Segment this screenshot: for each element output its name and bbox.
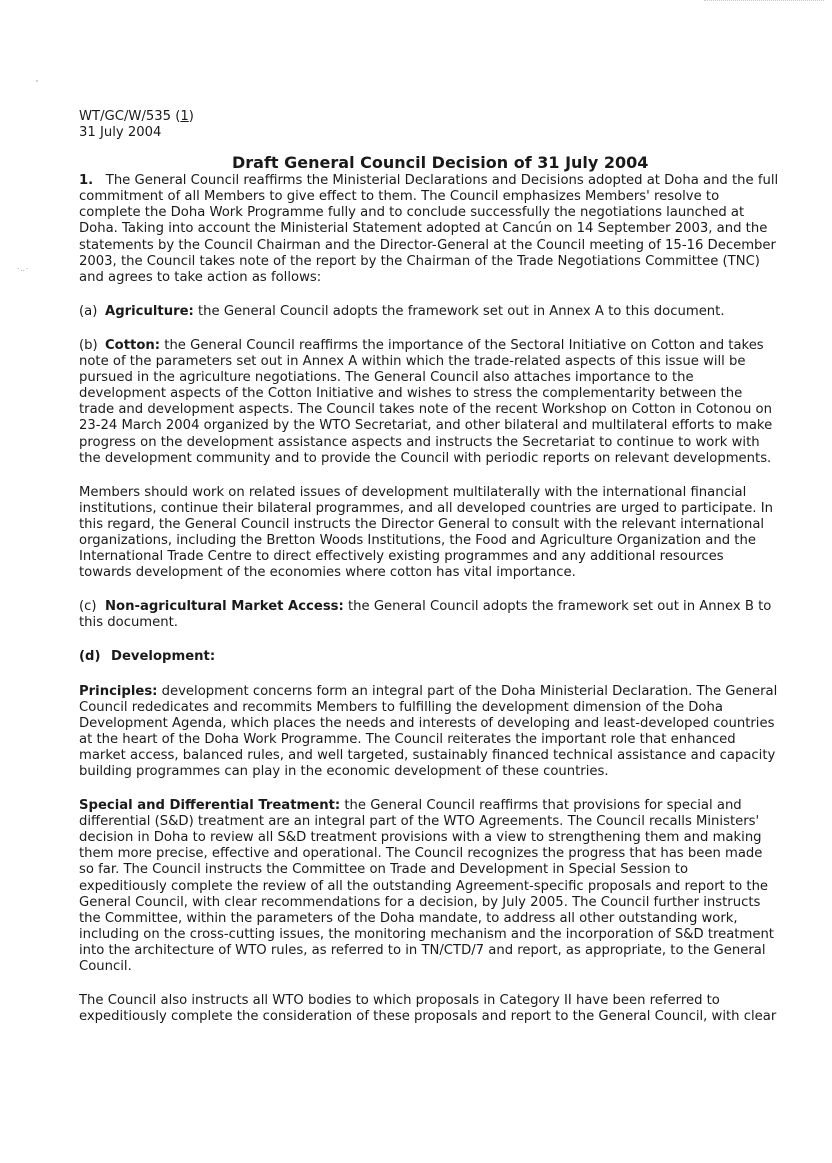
section-label: Principles: [79,683,158,699]
section-principles [79,684,779,781]
section-marker: (b) [79,337,98,353]
section-agriculture [79,304,779,320]
scan-artifact-margin: ·‥· [17,265,30,273]
document-symbol: WT/GC/W/535 (1) [79,109,194,124]
section-label: Special and Differential Treatment: [79,798,341,814]
section-label: Development: [111,649,216,665]
section-marker: (c) [79,599,97,615]
section-text: the General Council reaffirms the importance of the Sectoral Initiative on Cotton and takes note of the parameters set out in Annex A within which the trade-related aspects of this issue will be pursued in the agriculture negotiations. The General Council also attaches importance to the development aspects of the Cotton Initiative and wishes to stress the complementarity between the trade and development aspects. The Council takes note of the recent Workshop on Cotton in Cotonou on 23-24 March 2004 organized by the WTO Secretariat, and other bilateral and multilateral efforts to make progress on the development assistance aspects and instructs the Secretariat to continue to work with the development community and to provide the Council with periodic reports on relevant developments. [79,337,773,466]
document-date: 31 July 2004 [79,125,162,141]
section-marker: (d) [79,649,101,665]
document-page [79,109,779,1025]
section-text: the General Council adopts the framework set out in Annex B to this document. [79,599,772,631]
section-cotton [79,338,779,467]
paragraph-number: 1. [79,173,94,189]
section-cotton-continued: Members should work on related issues of development multilaterally with the international financial institutions, continue their bilateral programmes, and all developed countries are urged to participate. In this regard, the General Council instructs the Director General to consult with the relevant international organizations, including the Bretton Woods Institutions, the Food and Agriculture Organization and the International Trade Centre to direct effectively existing programmes and any additional resources towards development of the economies where cotton has vital importance. [79,484,773,581]
paragraph-1-text: The General Council reaffirms the Ministerial Declarations and Decisions adopted at Doha and the full commitment of all Members to give effect to them. The Council emphasizes Members' resolve to complete the Doha Work Programme fully and to conclude successfully the negotiations launched at Doha. Taking into account the Ministerial Statement adopted at Cancún on 14 September 2003, and the statements by the Council Chairman and the Director-General at the Council meeting of 15-16 December 2003, the Council takes note of the report by the Chairman of the Trade Negotiations Committee (TNC) and agrees to take action as follows: [79,173,779,285]
section-nama [79,599,779,631]
scan-artifact-dot [36,80,38,82]
section-label: Non-agricultural Market Access: [105,599,344,615]
section-label: Cotton: [105,337,161,353]
section-text: the General Council reaffirms that provisions for special and differential (S&D) treatment are an integral part of the WTO Agreements. The Council recalls Ministers' decision in Doha to review all S&D treatment provisions with a view to strengthening them and making them more precise, effective and operational. The Council recognizes the progress that has been made so far. The Council instructs the Committee on Trade and Development in Special Session to expeditiously complete the review of all the outstanding Agreement-specific proposals and report to the General Council, with clear recommendations for a decision, by July 2005. The Council further instructs the Committee, within the parameters of the Doha mandate, to address all other outstanding work, including on the cross-cutting issues, the monitoring mechanism and the incorporation of S&D treatment into the architecture of WTO rules, as referred to in TN/CTD/7 and report, as appropriate, to the General Council. [79,798,774,975]
scan-artifact-top [704,0,824,5]
footnote-link[interactable]: 1 [180,109,189,124]
paragraph-1 [79,173,779,286]
page-title: Draft General Council Decision of 31 July 2004 [232,153,649,173]
section-label: Agriculture: [105,303,194,319]
section-special-differential-treatment [79,798,779,975]
section-marker: (a) [79,303,98,319]
section-development [79,649,779,665]
section-text: the General Council adopts the framework set out in Annex A to this document. [193,303,725,319]
section-text: development concerns form an integral part of the Doha Ministerial Declaration. The General Council rededicates and recommits Members to fulfilling the development dimension of the Doha Development Agenda, which places the needs and interests of developing and least-developed countries at the heart of the Doha Work Programme. The Council reiterates the important role that enhanced market access, balanced rules, and well targeted, sustainably financed technical assistance and capacity building programmes can play in the economic development of these countries. [79,683,778,779]
section-category-ii: The Council also instructs all WTO bodies to which proposals in Category II have been referred to expeditiously complete the consideration of these proposals and report to the General Council, with clear [79,993,777,1025]
document-symbol-text: WT/GC/W/535 [79,109,172,124]
